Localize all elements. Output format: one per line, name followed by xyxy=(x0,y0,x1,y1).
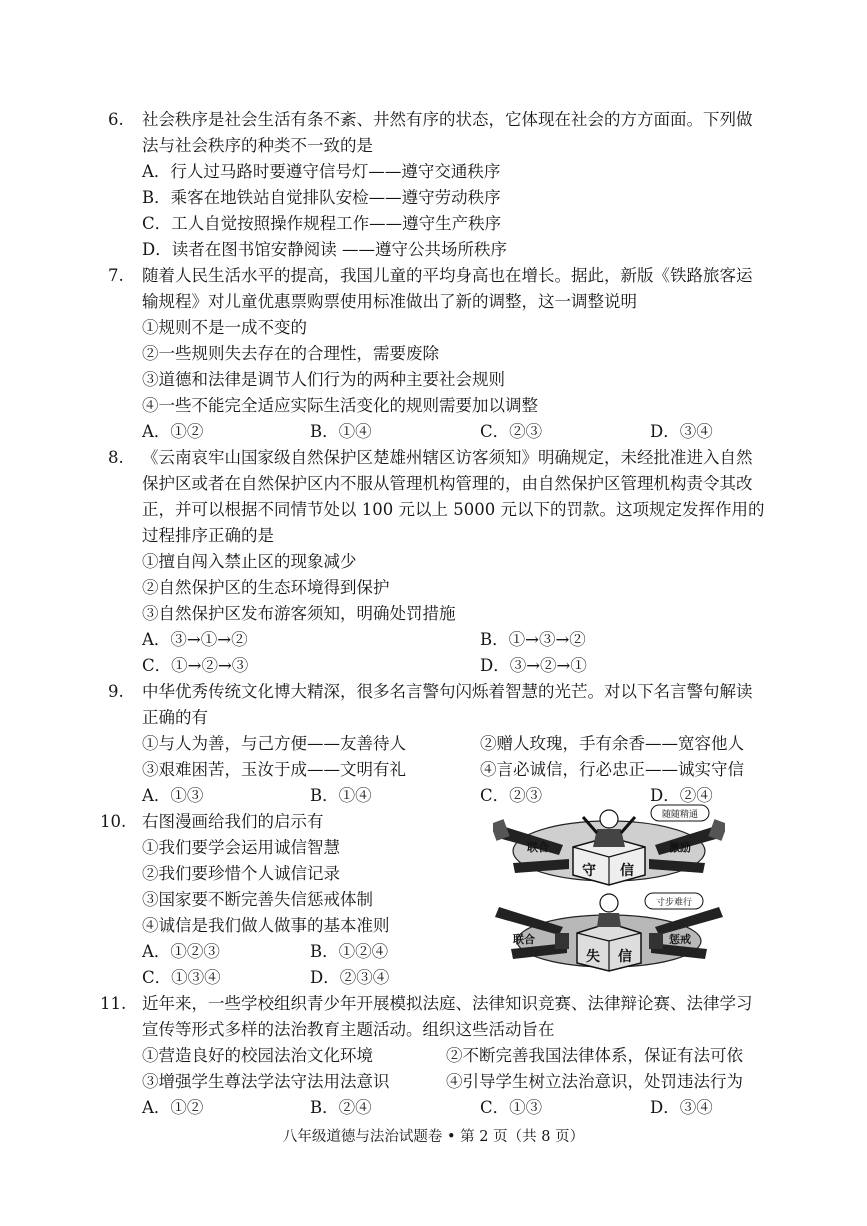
question-10-item-2: ②我们要珍惜个人诚信记录 xyxy=(142,864,340,883)
question-9-item-4: ④言必诚信，行必忠正——诚实守信 xyxy=(480,760,744,779)
question-9-option-d: D．②④ xyxy=(650,786,713,805)
question-11-option-a: A．①② xyxy=(142,1098,204,1117)
question-10-option-a: A．①②③ xyxy=(142,942,220,961)
question-9-stem-line2: 正确的有 xyxy=(142,708,208,727)
question-8-stem-line3: 正，并可以根据不同情节处以 100 元以上 5000 元以下的罚款。这项规定发挥作用的 xyxy=(142,500,765,519)
question-11-option-d: D．③④ xyxy=(650,1098,713,1117)
question-8-option-a: A．③→①→② xyxy=(142,630,248,649)
trust-cartoon-image xyxy=(493,803,725,973)
question-6-stem-line2: 法与社会秩序的种类不一致的是 xyxy=(142,136,373,155)
question-6-option-d: D．读者在图书馆安静阅读 ——遵守公共场所秩序 xyxy=(142,240,507,259)
question-6-stem-line1: 社会秩序是社会生活有条不紊、井然有序的状态，它体现在社会的方方面面。下列做 xyxy=(142,110,753,129)
question-9-item-2: ②赠人玫瑰，手有余香——宽容他人 xyxy=(480,734,744,753)
question-11-item-2: ②不断完善我国法律体系，保证有法可依 xyxy=(446,1046,743,1065)
question-10-option-c: C．①③④ xyxy=(142,968,221,987)
question-8-option-d: D．③→②→① xyxy=(480,656,587,675)
question-7-option-d: D．③④ xyxy=(650,422,713,441)
question-9-item-3: ③艰难困苦，玉汝于成——文明有礼 xyxy=(142,760,406,779)
question-10-stem-line1: 右图漫画给我们的启示有 xyxy=(142,812,324,831)
page-footer: 八年级道德与法治试题卷 • 第 2 页（共 8 页） xyxy=(282,1129,585,1145)
bottom-bubble-text: 寸步难行 xyxy=(655,898,693,908)
question-8-stem-line2: 保护区或者在自然保护区内不服从管理机构管理的，由自然保护区管理机构责令其改 xyxy=(142,474,753,493)
top-left-label: 联合 xyxy=(527,841,549,854)
question-8-item-2: ②自然保护区的生态环境得到保护 xyxy=(142,578,390,597)
question-9-option-c: C．②③ xyxy=(480,786,543,805)
question-8-stem-line4: 过程排序正确的是 xyxy=(142,526,274,545)
question-9-number: 9. xyxy=(108,682,124,701)
question-11-number: 11. xyxy=(100,994,127,1013)
question-7-stem-line2: 输规程》对儿童优惠票购票使用标准做出了新的调整，这一调整说明 xyxy=(142,292,637,311)
question-7-number: 7. xyxy=(108,266,124,285)
bottom-left-label: 联合 xyxy=(513,933,535,946)
top-box-char-1: 守 xyxy=(582,863,596,879)
question-7-item-3: ③道德和法律是调节人们行为的两种主要社会规则 xyxy=(142,370,505,389)
question-10-number: 10. xyxy=(100,812,127,831)
question-11-stem-line1: 近年来，一些学校组织青少年开展模拟法庭、法律知识竞赛、法律辩论赛、法律学习 xyxy=(142,994,753,1013)
question-10-option-b: B．①②④ xyxy=(310,942,389,961)
question-9-option-a: A．①③ xyxy=(142,786,204,805)
bottom-box-char-2: 信 xyxy=(618,949,632,965)
question-9-stem-line1: 中华优秀传统文化博大精深，很多名言警句闪烁着智慧的光芒。对以下名言警句解读 xyxy=(142,682,753,701)
question-6-option-c: C．工人自觉按照操作规程工作——遵守生产秩序 xyxy=(142,214,502,233)
question-11-option-c: C．①③ xyxy=(480,1098,543,1117)
question-6-option-b: B．乘客在地铁站自觉排队安检——遵守劳动秩序 xyxy=(142,188,501,207)
question-6-number: 6. xyxy=(108,110,124,129)
question-6-option-a: A．行人过马路时要遵守信号灯——遵守交通秩序 xyxy=(142,162,501,181)
question-11-item-1: ①营造良好的校园法治文化环境 xyxy=(142,1046,373,1065)
question-7-item-4: ④一些不能完全适应实际生活变化的规则需要加以调整 xyxy=(142,396,538,415)
question-7-option-b: B．①④ xyxy=(310,422,372,441)
question-7-option-a: A．①② xyxy=(142,422,204,441)
question-7-item-1: ①规则不是一成不变的 xyxy=(142,318,307,337)
question-11-stem-line2: 宣传等形式多样的法治教育主题活动。组织这些活动旨在 xyxy=(142,1020,555,1039)
question-11-option-b: B．②④ xyxy=(310,1098,372,1117)
top-bubble-text: 随随精通 xyxy=(661,810,699,820)
question-10-item-1: ①我们要学会运用诚信智慧 xyxy=(142,838,340,857)
question-8-item-3: ③自然保护区发布游客须知，明确处罚措施 xyxy=(142,604,456,623)
question-11-item-4: ④引导学生树立法治意识，处罚违法行为 xyxy=(446,1072,743,1091)
top-box-char-2: 信 xyxy=(620,863,634,879)
bottom-right-label: 惩戒 xyxy=(669,933,691,946)
question-9-option-b: B．①④ xyxy=(310,786,372,805)
question-8-option-b: B．①→③→② xyxy=(480,630,586,649)
question-10-option-d: D．②③④ xyxy=(310,968,390,987)
question-8-number: 8. xyxy=(108,448,124,467)
bottom-box-char-1: 失 xyxy=(586,949,600,965)
question-7-item-2: ②一些规则失去存在的合理性，需要废除 xyxy=(142,344,439,363)
question-7-stem-line1: 随着人民生活水平的提高，我国儿童的平均身高也在增长。据此，新版《铁路旅客运 xyxy=(142,266,753,285)
question-8-option-c: C．①→②→③ xyxy=(142,656,249,675)
question-8-item-1: ①擅自闯入禁止区的现象减少 xyxy=(142,552,357,571)
question-10-item-3: ③国家要不断完善失信惩戒体制 xyxy=(142,890,373,909)
question-11-item-3: ③增强学生尊法学法守法用法意识 xyxy=(142,1072,390,1091)
top-right-label: 激励 xyxy=(669,841,691,854)
question-10-item-4: ④诚信是我们做人做事的基本准则 xyxy=(142,916,390,935)
question-7-option-c: C．②③ xyxy=(480,422,543,441)
question-9-item-1: ①与人为善，与己方便——友善待人 xyxy=(142,734,406,753)
question-8-stem-line1: 《云南哀牢山国家级自然保护区楚雄州辖区访客须知》明确规定，未经批准进入自然 xyxy=(142,448,753,467)
